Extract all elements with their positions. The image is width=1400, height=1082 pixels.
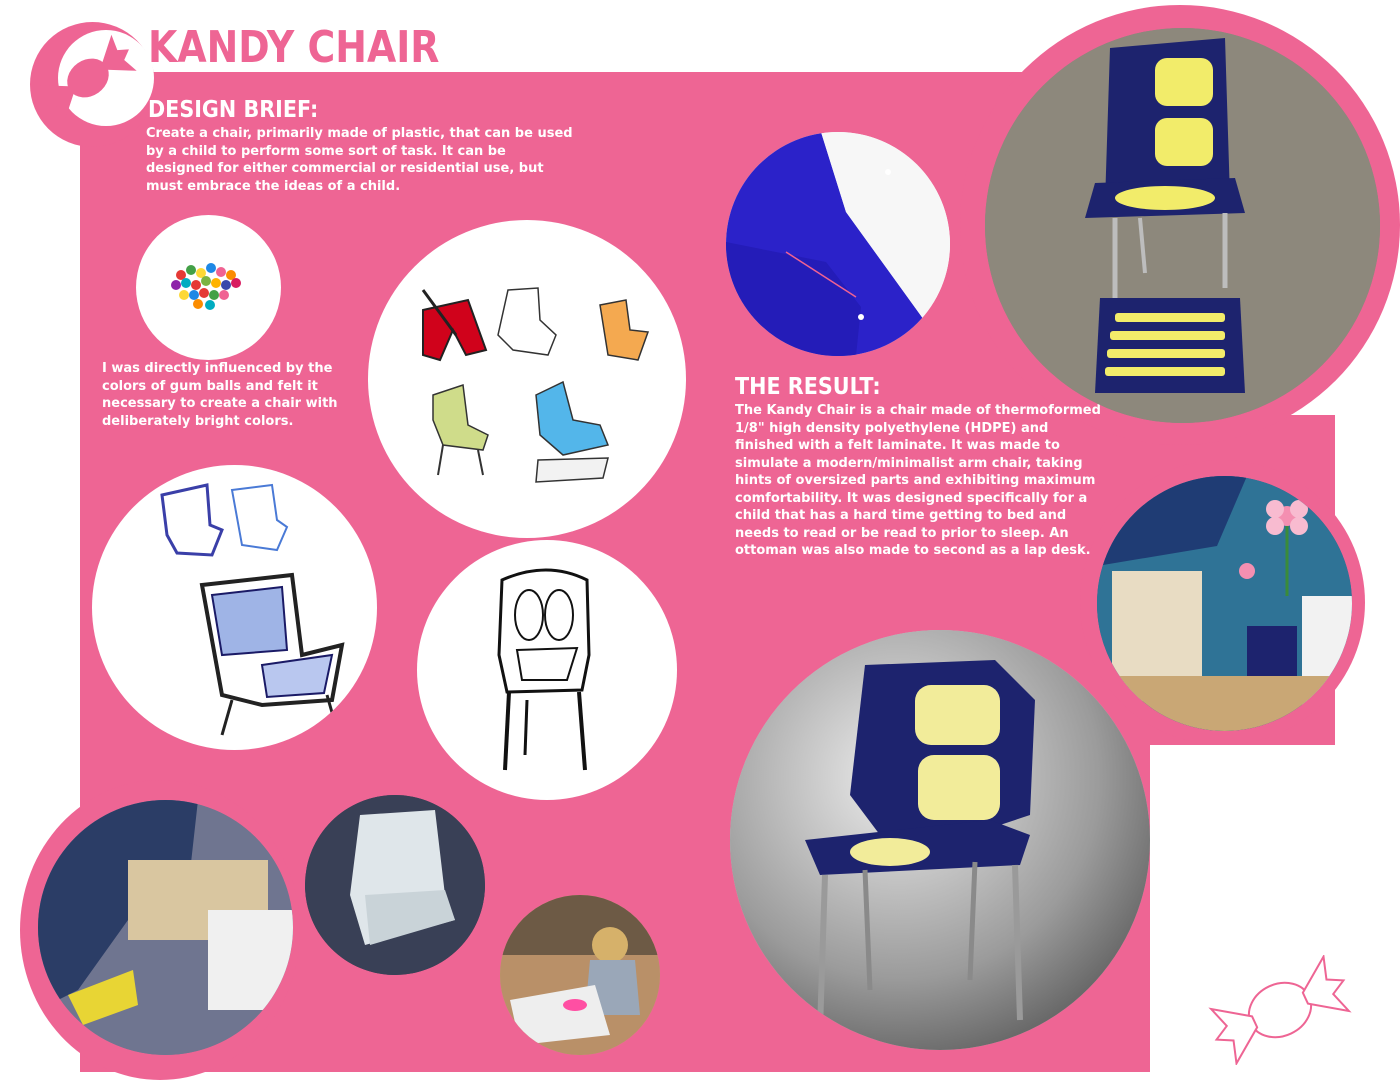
result-text: The Kandy Chair is a chair made of thermoformed 1/8" high density polyethylene (HDPE) and finished with a felt laminate. It was made to simulate a modern/minimalist arm chair, taking hints of oversized parts and exhibiting maximum comfortability. It was designed specifically for a child that has a hard time getting to bed and needs to read or be read to prior to sleep. An ottoman was also made to second as a lap desk. (735, 403, 1101, 558)
process-photo-shell (305, 795, 485, 975)
blue-pen-sketches (92, 465, 377, 750)
result-heading: THE RESULT: (735, 374, 881, 400)
process-photo-cutting (38, 800, 293, 1055)
felt-closeup-photo (726, 132, 950, 356)
line-sketch (417, 540, 677, 800)
kids-room-photo (1097, 476, 1352, 731)
process-photo-sewing (500, 895, 660, 1055)
color-sketches (368, 220, 686, 538)
page-title: KANDY CHAIR (148, 22, 440, 73)
gumballs-photo (136, 215, 281, 360)
candy-icon (1225, 735, 1375, 845)
chair-ottoman-photo (985, 28, 1380, 423)
brief-heading: DESIGN BRIEF: (148, 97, 319, 123)
candy-icon (1205, 955, 1355, 1065)
influence-text: I was directly influenced by the colors of gum balls and felt it necessary to create a chair with deliberately bright colors. (102, 361, 338, 429)
brief-text: Create a chair, primarily made of plastic, that can be used by a child to perform some sort of task. It can be designed for either commercial or residential use, but must embrace the ideas of a child. (146, 126, 573, 194)
candy-icon (1165, 845, 1315, 955)
final-chair-photo (730, 630, 1150, 1050)
